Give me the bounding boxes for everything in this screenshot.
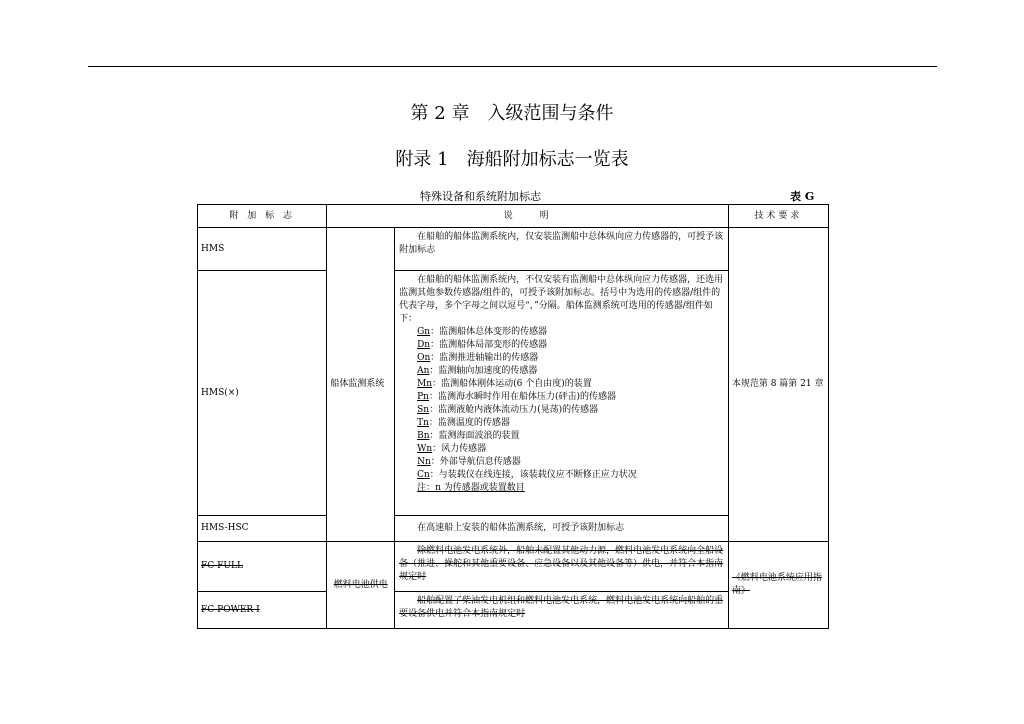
tech-cell-hull: 本规范第 8 篇第 21 章 xyxy=(728,228,828,542)
tech-cell-fuel: 《燃料电池系统应用指南》 xyxy=(728,542,828,629)
desc-cell: 船舶配置了柴油发电机组和燃料电池发电系统，燃料电池发电系统向船舶的重要设备供电并符合本指南规定时 xyxy=(395,592,729,629)
mark-cell: HMS-HSC xyxy=(198,516,327,542)
system-cell-fuel: 燃料电池供电 xyxy=(327,542,395,629)
list-item: Cn：与装载仪在线连接，该装载仪应不断修正应力状况 xyxy=(417,470,637,480)
mark-cell: HMS xyxy=(198,228,327,271)
table-caption: 特殊设备和系统附加标志 xyxy=(420,190,541,203)
hmsx-note: 注：n 为传感器或装置数目 xyxy=(417,483,525,493)
desc-cell: 在船舶的船体监测系统内，仅安装监测船中总体纵向应力传感器的，可授予该附加标志 xyxy=(395,228,729,271)
hmsx-item-list xyxy=(399,326,724,495)
list-item: An：监测轴向加速度的传感器 xyxy=(417,366,538,376)
hmsx-intro: 在船舶的船体监测系统内，不仅安装有监测船中总体纵向应力传感器，还选用监测其他参数传感器/组件的，可授予该附加标志。括号中为选用的传感器/组件的代表字母，多个字母之间以逗号“，”分隔。船体监测系统可选用的传感器/组件如下： xyxy=(399,275,724,324)
desc-cell: 除燃料电池发电系统外，船舶未配置其他动力源，燃料电池发电系统向全船设备（推进、操舵和其他重要设备、应急设备以及其他设备等）供电，并符合本指南规定时 xyxy=(395,542,729,592)
table-header-row xyxy=(198,205,829,228)
header-tech: 技术要求 xyxy=(728,205,828,228)
mark-cell: FC-POWER I xyxy=(198,592,327,629)
desc-cell: 在高速船上安装的船体监测系统，可授予该附加标志 xyxy=(395,516,729,542)
list-item: Gn：监测船体总体变形的传感器 xyxy=(417,327,548,337)
header-desc: 说 明 xyxy=(327,205,729,228)
marks-table xyxy=(197,204,829,629)
chapter-title: 第 2 章 入级范围与条件 xyxy=(410,103,614,124)
table-number: 表 G xyxy=(790,190,815,203)
top-rule xyxy=(88,66,937,67)
desc-cell-hmsx xyxy=(395,271,729,516)
list-item: On：监测推进轴输出的传感器 xyxy=(417,353,539,363)
mark-cell: FC-FULL xyxy=(198,542,327,592)
table-row xyxy=(198,542,829,592)
list-item: Mn：监测船体刚体运动(6 个自由度)的装置 xyxy=(417,379,592,389)
mark-cell: HMS(×) xyxy=(198,271,327,516)
list-item: Sn：监测液舱内液体流动压力(晃荡)的传感器 xyxy=(417,405,599,415)
table-row xyxy=(198,228,829,271)
list-item: Wn：风力传感器 xyxy=(417,444,487,454)
appendix-title: 附录 1 海船附加标志一览表 xyxy=(395,149,629,170)
system-cell-hull: 船体监测系统 xyxy=(327,228,395,542)
list-item: Pn：监测海水瞬时作用在船体压力(砰击)的传感器 xyxy=(417,392,616,402)
list-item: Tn：监测温度的传感器 xyxy=(417,418,510,428)
header-mark: 附 加 标 志 xyxy=(198,205,327,228)
list-item: Bn：监测海面波浪的装置 xyxy=(417,431,520,441)
list-item: Dn：监测船体局部变形的传感器 xyxy=(417,340,548,350)
list-item: Nn：外部导航信息传感器 xyxy=(417,457,521,467)
